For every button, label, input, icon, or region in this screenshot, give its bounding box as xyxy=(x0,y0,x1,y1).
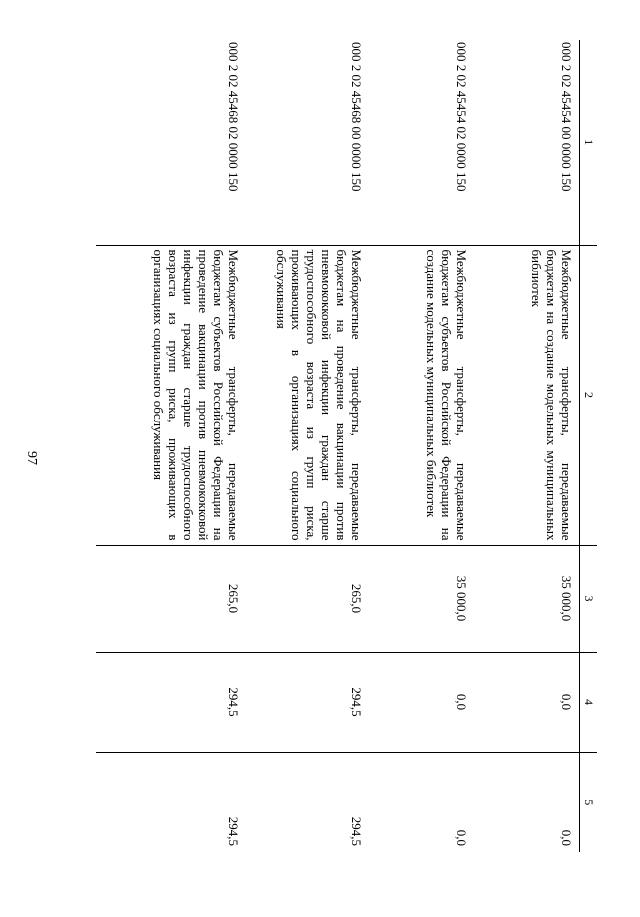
column-header-4: 4 xyxy=(580,652,598,752)
row-description: Межбюджетные трансферты, передаваемые бюджетам на проведение вакцинации против пневмококковой инфекции граждан старше трудоспособного возраста из групп риска, проживающих в организациях социального обслуживания xyxy=(246,245,369,545)
budget-code: 000 2 02 45468 00 0000 150 xyxy=(349,42,364,192)
budget-code: 000 2 02 45454 02 0000 150 xyxy=(454,42,469,192)
table-row xyxy=(369,40,474,852)
value-col-3: 265,0 xyxy=(246,545,369,652)
budget-table xyxy=(96,40,597,852)
budget-code: 000 2 02 45454 00 0000 150 xyxy=(559,42,574,192)
value-col-4: 294,5 xyxy=(246,652,369,752)
value-col-5: 0,0 xyxy=(474,752,580,852)
value-col-4: 294,5 xyxy=(96,652,246,752)
value-col-5: 0,0 xyxy=(369,752,474,852)
value-col-3: 35 000,0 xyxy=(369,545,474,652)
value-col-3: 35 000,0 xyxy=(474,545,580,652)
value-col-3: 265,0 xyxy=(96,545,246,652)
table-header-row xyxy=(580,40,598,852)
value-col-4: 0,0 xyxy=(474,652,580,752)
column-header-1: 1 xyxy=(580,40,598,245)
value-col-5: 294,5 xyxy=(96,752,246,852)
row-description: Межбюджетные трансферты, передаваемые бюджетам на создание модельных муниципальных библиотек xyxy=(474,245,580,545)
page-number: 97 xyxy=(24,451,39,465)
value-col-5: 294,5 xyxy=(246,752,369,852)
row-description: Межбюджетные трансферты, передаваемые бюджетам субъектов Российской Федерации на проведение вакцинации против пневмококковой инфекции граждан старше трудоспособного возраста из групп риска, проживающих в организациях социального обслуживания xyxy=(96,245,246,545)
column-header-3: 3 xyxy=(580,545,598,652)
column-header-5: 5 xyxy=(580,752,598,852)
table-container xyxy=(70,40,597,852)
table-row xyxy=(246,40,369,852)
value-col-4: 0,0 xyxy=(369,652,474,752)
table-row xyxy=(474,40,580,852)
budget-code: 000 2 02 45468 02 0000 150 xyxy=(226,42,241,192)
column-header-2: 2 xyxy=(580,245,598,545)
table-row xyxy=(96,40,246,852)
row-description: Межбюджетные трансферты, передаваемые бюджетам субъектов Российской Федерации на создание модельных муниципальных библиотек xyxy=(369,245,474,545)
